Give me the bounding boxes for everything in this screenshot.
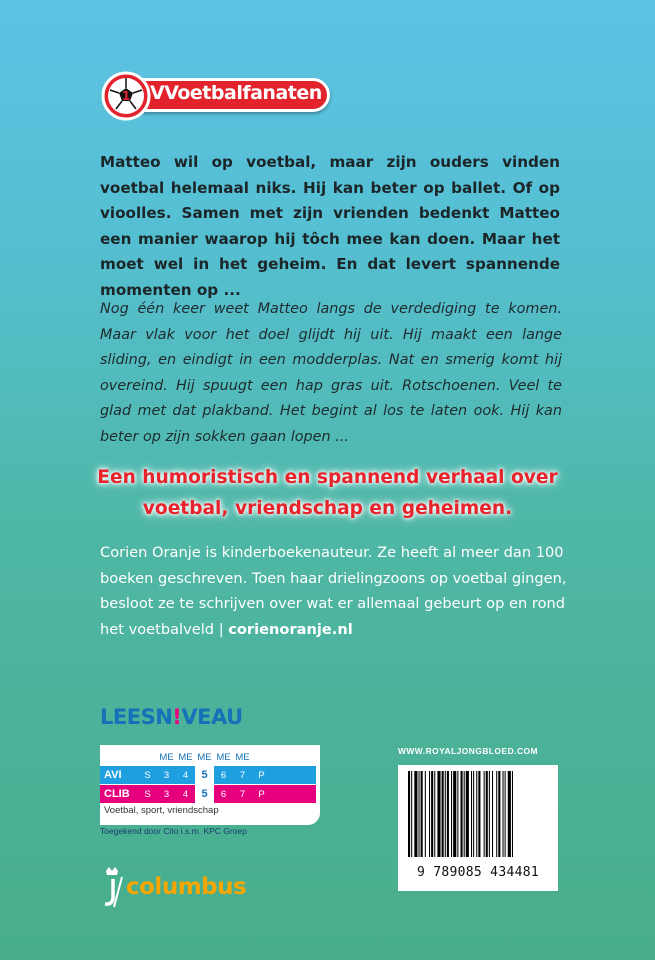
leesniveau-logo-excl: !: [172, 705, 182, 729]
barcode-bar: [442, 771, 444, 857]
leesniveau-genre: Voetbal, sport, vriendschap: [104, 805, 219, 816]
leesniveau-avi-row: [100, 766, 316, 784]
publisher-website[interactable]: WWW.ROYALJONGBLOED.COM: [398, 746, 539, 756]
barcode-bar: [466, 771, 469, 857]
barcode-bar: [489, 771, 490, 857]
clib-cell: 6: [220, 788, 227, 800]
publisher-logo: [100, 862, 300, 912]
clib-label: CLIB: [104, 788, 130, 800]
barcode-bar: [445, 771, 446, 857]
barcode-bar: [492, 771, 493, 857]
barcode-bar: [419, 771, 420, 857]
barcode-bar: [498, 771, 500, 857]
author-bio-text: Corien Oranje is kinderboekenauteur. Ze heeft al meer dan 100 boeken geschreven. Toen haar drielingzoons op voetbal gingen, besloot ze te schrijven over wat er allemaal gebeurt op en rond het voetbalveld |: [100, 544, 567, 638]
leesniveau-credit: Toegekend door Cito i.s.m. KPC Groep: [100, 826, 247, 836]
publisher-name: columbus: [126, 874, 247, 900]
avi-label: AVI: [104, 769, 122, 781]
barcode-bar: [457, 771, 458, 857]
tagline: Een humoristisch en spannend verhaal over voetbal, vriendschap en geheimen.: [97, 467, 558, 519]
barcode: [398, 765, 558, 891]
barcode-bar: [505, 771, 506, 857]
barcode-bar: [447, 771, 449, 857]
barcode-bar: [508, 771, 511, 857]
barcode-bar: [429, 771, 430, 857]
avi-cell: 4: [182, 769, 189, 781]
me-cell: ME: [216, 751, 231, 763]
barcode-bar: [484, 771, 485, 857]
barcode-bar: [437, 771, 440, 857]
barcode-bar: [512, 771, 513, 857]
barcode-bar: [414, 771, 417, 857]
avi-cell: 3: [163, 769, 170, 781]
barcode-bar: [486, 771, 488, 857]
svg-text:1: 1: [121, 89, 131, 103]
series-title: VVoetbalfanaten: [150, 82, 322, 104]
barcode-bar: [476, 771, 477, 857]
barcode-bar: [503, 771, 504, 857]
me-cell: ME: [178, 751, 193, 763]
me-cell: ME: [235, 751, 250, 763]
leesniveau-me-row: [100, 748, 316, 766]
barcode-bar: [421, 771, 423, 857]
barcode-bar: [473, 771, 474, 857]
avi-cell: P: [258, 769, 265, 781]
barcode-bar: [461, 771, 463, 857]
author-website-link[interactable]: corienoranje.nl: [228, 620, 353, 638]
barcode-bar: [411, 771, 412, 857]
series-badge: [100, 70, 332, 124]
clib-cell: S: [144, 788, 151, 800]
barcode-bar: [453, 771, 456, 857]
clib-cell: 7: [239, 788, 246, 800]
clib-cell: 3: [163, 788, 170, 800]
leesniveau-clib-row: [100, 785, 316, 803]
barcode-bar: [408, 771, 410, 857]
leesniveau-box: [100, 745, 320, 825]
leesniveau-logo-part1: LEES: [100, 705, 156, 729]
me-cell: ME: [159, 751, 174, 763]
football-icon: [100, 70, 152, 122]
barcode-bar: [434, 771, 435, 857]
leesniveau-logo: [100, 705, 243, 729]
barcode-bar: [496, 771, 497, 857]
barcode-bar: [451, 771, 452, 857]
avi-cell: 7: [239, 769, 246, 781]
avi-cell: S: [144, 769, 151, 781]
me-cell: ME: [197, 751, 212, 763]
leesniveau-logo-n: N: [155, 705, 173, 729]
isbn-number: 9 789085 434481: [417, 865, 539, 880]
barcode-bars: [404, 771, 552, 865]
avi-cell: 6: [220, 769, 227, 781]
barcode-bar: [431, 771, 433, 857]
barcode-bar: [478, 771, 480, 857]
barcode-bar: [425, 771, 426, 857]
barcode-bar: [471, 771, 472, 857]
leesniveau-logo-part2: VEAU: [181, 705, 243, 729]
blurb-text: Matteo wil op voetbal, maar zijn ouders vinden voetbal helemaal niks. Hij kan beter op ballet. Of op vioolles. Samen met zijn vrienden bedenkt Matteo een manier waarop hij tôch mee kan doen. Maar het moet wel in het geheim. En dat levert spannende momenten op ...: [100, 153, 560, 299]
clib-cell: P: [258, 788, 265, 800]
clib-cell-highlight: 5: [195, 785, 214, 803]
clib-cell: 4: [182, 788, 189, 800]
crown-j-icon: [100, 865, 124, 909]
author-bio: [100, 540, 570, 642]
excerpt-text: Nog één keer weet Matteo langs de verdediging te komen. Maar vlak voor het doel glijdt hij uit. Hij maakt een lange sliding, en eindigt in een modderplas. Nat en smerig komt hij overeind. Hij spuugt een hap gras uit. Rotschoenen. Veel te glad met dat plakband. Het begint al los te laten ook. Hij kan beter op zijn sokken gaan lopen ...: [100, 301, 562, 445]
barcode-bar: [464, 771, 465, 857]
avi-cell-highlight: 5: [195, 766, 214, 784]
